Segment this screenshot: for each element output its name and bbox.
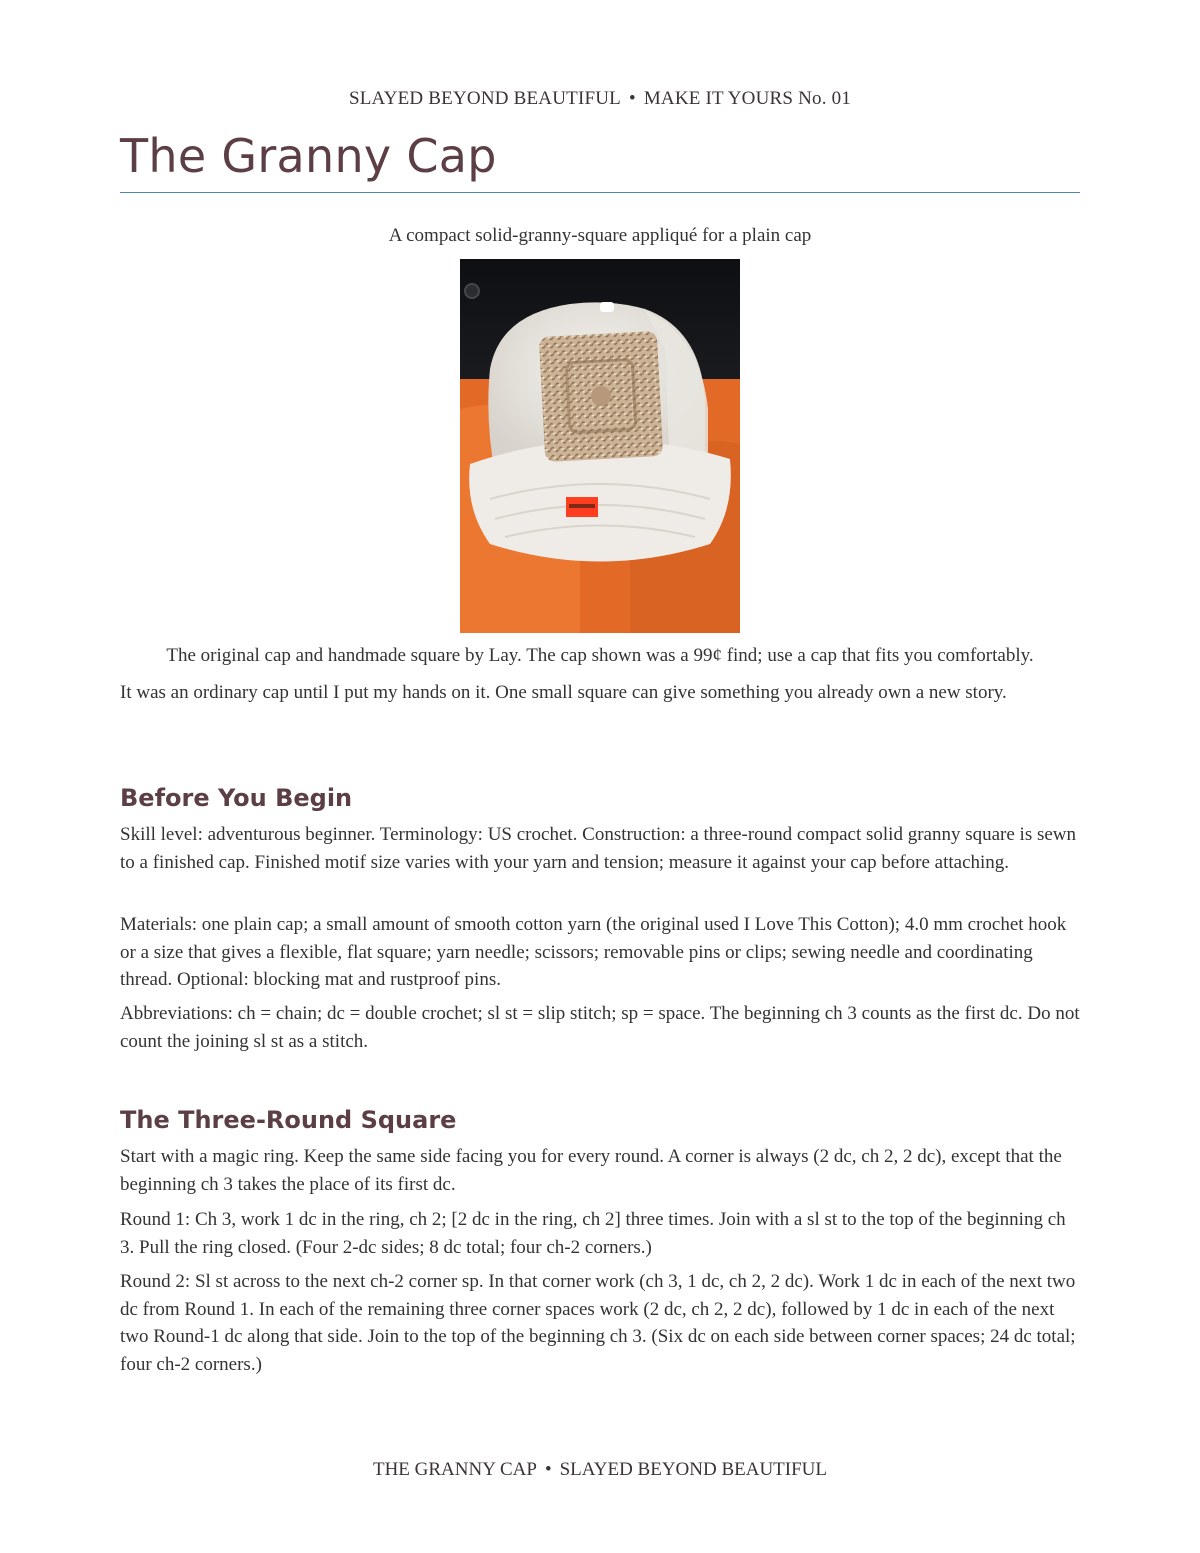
abbreviations-paragraph: Abbreviations: ch = chain; dc = double crochet; sl st = slip stitch; sp = space. The beginning ch 3 counts as the first dc. Do not count the joining sl st as a stitch. [120, 1003, 1080, 1052]
page-subtitle: A compact solid-granny-square appliqué for a plain cap [388, 225, 812, 246]
intro-paragraph: It was an ordinary cap until I put my hands on it. One small square can give something you already own a new story. [120, 682, 1007, 703]
materials-paragraph: Materials: one plain cap; a small amount of smooth cotton yarn (the original used I Love This Cotton); 4.0 mm crochet hook or a size that gives a flexible, flat square; yarn needle; scissors; removable pins or clips; sewing needle and coordinating thread. Optional: blocking mat and rustproof pins. [120, 914, 1067, 990]
section-heading-before-you-begin: Before You Begin [120, 784, 353, 812]
running-footer [0, 1459, 1200, 1481]
round-2-paragraph: Round 2: Sl st across to the next ch-2 corner sp. In that corner work (ch 3, 1 dc, ch 2, 2 dc). Work 1 dc in each of the next two dc from Round 1. In each of the remaining three corner spaces work (2 dc, ch 2, 2 dc), followed by 1 dc in each of the next two Round-1 dc along that side. Join to the top of the beginning ch 3. (Six dc on each side between corner spaces; 24 dc total; four ch-2 corners.) [120, 1271, 1076, 1375]
cap-photo [460, 259, 740, 633]
skill-level-paragraph: Skill level: adventurous beginner. Terminology: US crochet. Construction: a three-round compact solid granny square is sewn to a finished cap. Finished motif size varies with your yarn and tension; measure it against your cap before attaching. [120, 824, 1077, 873]
header-separator: • [628, 88, 636, 109]
footer-brand: SLAYED BEYOND BEAUTIFUL [559, 1459, 828, 1480]
header-series: MAKE IT YOURS No. 01 [643, 88, 852, 109]
magic-ring-paragraph: Start with a magic ring. Keep the same side facing you for every round. A corner is always (2 dc, ch 2, 2 dc), except that the beginning ch 3 takes the place of its first dc. [120, 1146, 1062, 1195]
footer-title: THE GRANNY CAP [372, 1459, 537, 1480]
photo-caption: The original cap and handmade square by Lay. The cap shown was a 99¢ find; use a cap that fits you comfortably. [166, 645, 1034, 666]
footer-separator: • [544, 1459, 552, 1480]
running-header [0, 88, 1200, 110]
section-heading-three-round-square: The Three-Round Square [120, 1106, 457, 1134]
page-title: The Granny Cap [120, 129, 497, 183]
title-divider [120, 192, 1080, 193]
header-brand: SLAYED BEYOND BEAUTIFUL [348, 88, 621, 109]
round-1-paragraph: Round 1: Ch 3, work 1 dc in the ring, ch 2; [2 dc in the ring, ch 2] three times. Join with a sl st to the top of the beginning ch 3. Pull the ring closed. (Four 2-dc sides; 8 dc total; four ch-2 corners.) [120, 1209, 1066, 1258]
